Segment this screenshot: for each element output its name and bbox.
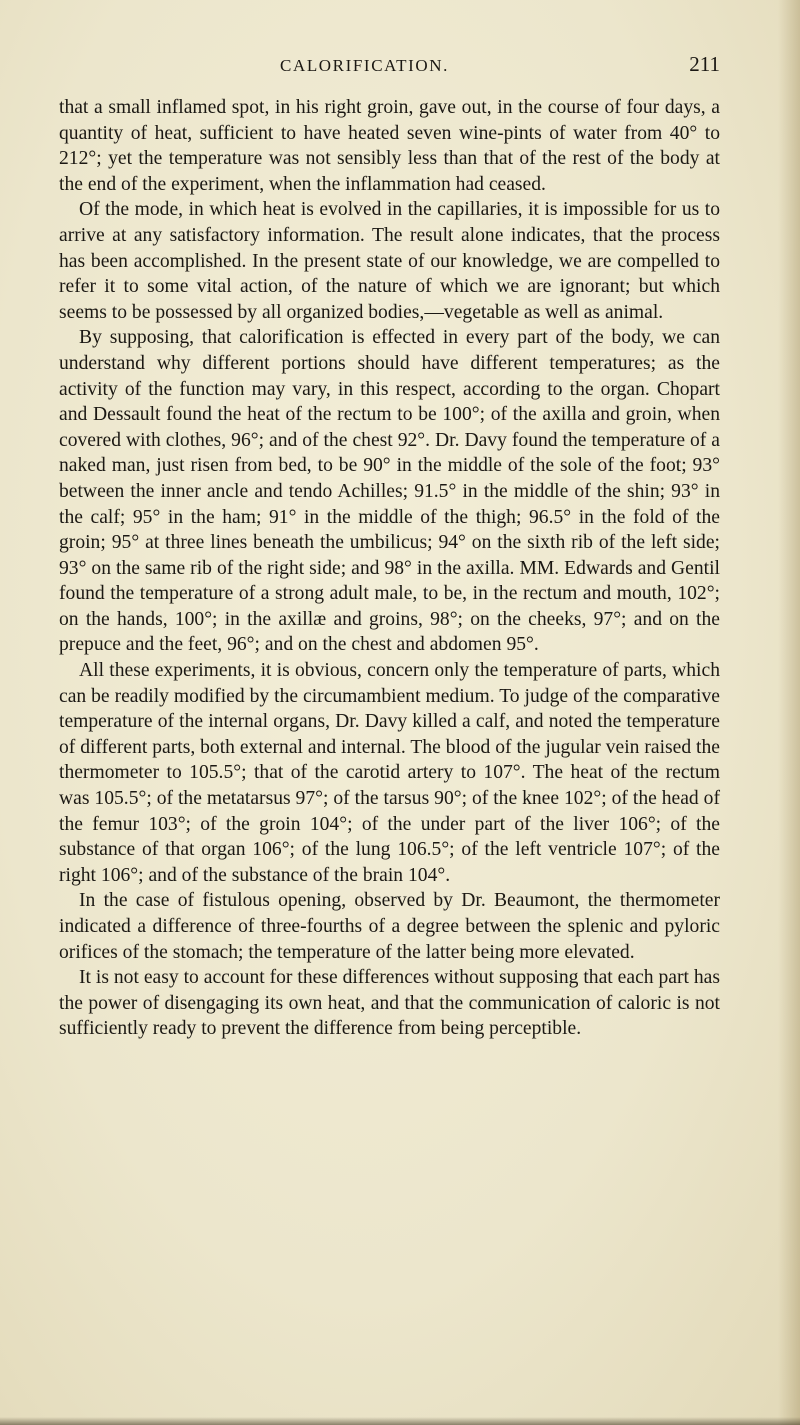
paragraph-conclusion: It is not easy to account for these differences without supposing that each part has the power of disengaging its own heat, and that the communication of caloric is not sufficiently ready to prevent the difference from being perceptible. [59,967,720,1040]
paragraph-beaumont: In the case of fistulous opening, observed by Dr. Beaumont, the thermometer indicated a difference of three-fourths of a degree between the splenic and pyloric orifices of the stomach; the temperature of the latter being more elevated. [59,890,720,963]
page-edge-shadow [778,0,800,1425]
running-title: CALORIFICATION. [280,56,449,75]
page-bottom-edge [0,1417,800,1425]
paragraph-internal-organs: All these experiments, it is obvious, concern only the temperature of parts, which can be readily modified by the circumambient medium. To judge of the comparative temperature of the internal organs, Dr. Davy killed a calf, and noted the temperature of different parts, both external and internal. The blood of the jugular vein raised the thermometer to 105.5°; that of the carotid artery to 107°. The heat of the rectum was 105.5°; of the metatarsus 97°; of the tarsus 90°; of the knee 102°; of the head of the femur 103°; of the groin 104°; of the under part of the liver 106°; of the substance of that organ 106°; of the lung 106.5°; of the left ventricle 107°; of the right 106°; and of the substance of the brain 104°. [59,660,720,886]
page-number: 211 [689,52,720,76]
paragraph-temperatures: By supposing, that calorification is effected in every part of the body, we can understand why different portions should have different temperatures; as the activity of the function may vary, in this respect, according to the organ. Chopart and Dessault found the heat of the rectum to be 100°; of the axilla and groin, when covered with clothes, 96°; and of the chest 92°. Dr. Davy found the temperature of a naked man, just risen from bed, to be 90° in the middle of the sole of the foot; 93° between the inner ancle and tendo Achilles; 91.5° in the middle of the shin; 93° in the calf; 95° in the ham; 91° in the middle of the thigh; 96.5° in the fold of the groin; 95° at three lines beneath the umbilicus; 94° on the sixth rib of the left side; 93° on the same rib of the right side; and 98° in the axilla. MM. Edwards and Gentil found the temperature of a strong adult male, to be, in the rectum and mouth, 102°; on the hands, 100°; in the axillæ and groins, 98°; on the cheeks, 97°; and on the prepuce and the feet, 96°; and on the chest and abdomen 95°. [59,327,720,656]
paragraph-capillaries: Of the mode, in which heat is evolved in the capillaries, it is impossible for us to arrive at any satisfactory information. The result alone indicates, that the process has been accomplished. In the present state of our knowledge, we are compelled to refer it to some vital action, of the nature of which we are ignorant; but which seems to be possessed by all organized bodies,—vegetable as well as animal. [59,199,720,323]
body-text [59,95,720,1042]
running-head [60,50,720,90]
paragraph-continuation: that a small inflamed spot, in his right groin, gave out, in the course of four days, a quantity of heat, sufficient to have heated seven wine-pints of water from 40° to 212°; yet the temperature was not sensibly less than that of the rest of the body at the end of the experiment, when the inflammation had ceased. [59,97,720,195]
